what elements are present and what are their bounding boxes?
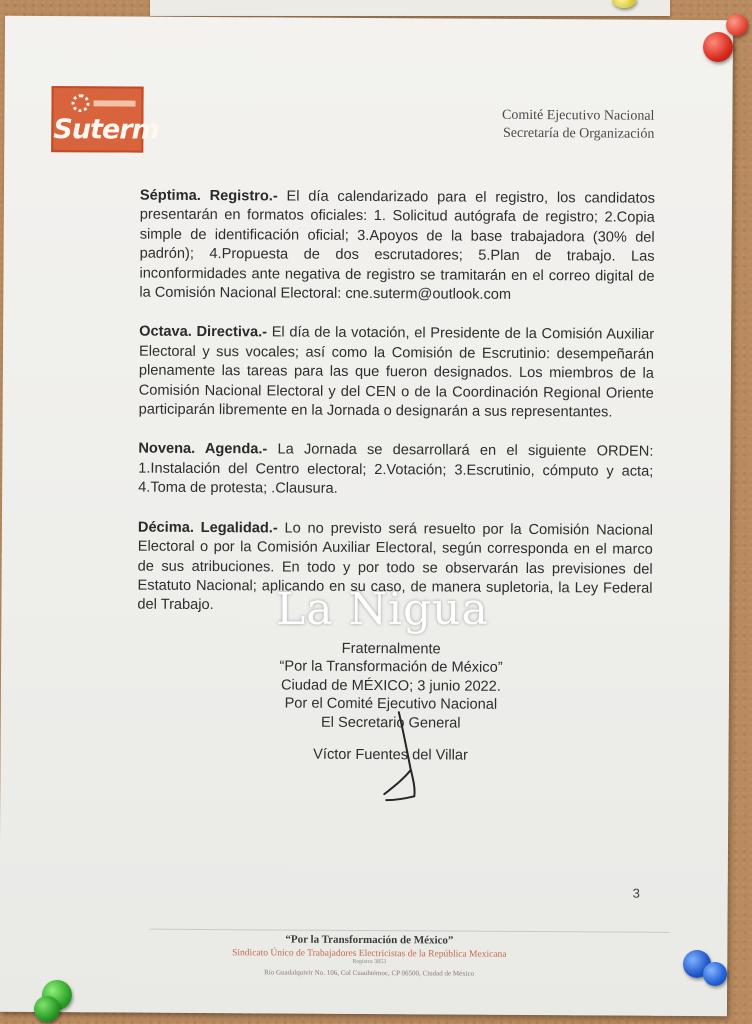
pushpin-icon — [703, 962, 727, 986]
clause-text: El día calendarizado para el registro, los candidatos presentarán en formatos oficiales: 1. Solicitud autógrafa de registro; 2.Copia simple de identificación oficial; 3.Apoyos de la base trabajadora (30% del padrón); 4.Propuesta de dos escrutadores; 5.Plan de trabajo. Las inconformidades ante negativa de registro se tramitarán en el correo digital de la Comisión Nacional Electoral: cne.suterm@outlook.com — [139, 188, 655, 303]
watermark: La Nigua — [276, 584, 489, 635]
on-behalf: Por el Comité Ejecutivo Nacional — [284, 695, 498, 714]
document-page — [0, 16, 733, 1016]
clause-text: La Jornada se desarrollará en el siguiente ORDEN: 1.Instalación del Centro electoral; 2.Votación; 3.Escrutinio, cómputo y acta; 4.Toma de protesta; .Clausura. — [138, 441, 654, 498]
salutation: Fraternalmente — [341, 640, 441, 658]
gear-icon — [71, 94, 89, 112]
footer-registry: Registro 3853 — [352, 958, 387, 966]
logo-wordmark: Suterm — [53, 114, 159, 146]
suterm-logo — [51, 86, 159, 153]
committee-name: Comité Ejecutivo Nacional — [501, 107, 655, 124]
letterhead-footer — [189, 933, 549, 978]
logo-stripe — [93, 100, 135, 106]
secretariat-name: Secretaría de Organización — [502, 125, 655, 142]
closing-motto: “Por la Transformación de México” — [279, 658, 503, 677]
letterhead-header — [502, 107, 655, 144]
clause-octava — [139, 323, 655, 423]
clause-septima — [139, 187, 655, 307]
document-body — [137, 187, 655, 639]
clause-title: Novena. Agenda.- — [138, 441, 268, 458]
footer-address: Río Guadalquivir No. 106, Col Cuauhtémoc, CP 06500, Ciudad de México — [264, 968, 475, 978]
footer-organization: Sindicato Único de Trabajadores Electricistas de la República Mexicana — [232, 948, 507, 960]
background-sheet — [150, 0, 670, 16]
signatory-role: El Secretario General — [320, 714, 461, 732]
place-date: Ciudad de MÉXICO; 3 junio 2022. — [280, 677, 501, 695]
handwritten-signature — [380, 708, 431, 808]
clause-title: Décima. Legalidad.- — [137, 519, 278, 537]
clause-text: El día de la votación, el Presidente de la Comisión Auxiliar Electoral y sus vocales; así como la Comisión de Escrutinio: desempeñarán plenamente las tareas para las que fueron designados. Los miembros de la Comisión Nacional Electoral y del CEN o de la Coordinación Regional Oriente participarán libremente en la Jornada o designarán a sus representantes. — [138, 324, 655, 421]
page-number: 3 — [632, 885, 640, 901]
clause-title: Séptima. Registro.- — [139, 187, 278, 205]
clause-title: Octava. Directiva.- — [139, 324, 268, 341]
footer-motto: “Por la Transformación de México” — [285, 933, 454, 947]
pushpin-icon — [726, 14, 748, 36]
clause-text: Lo no previsto será resuelto por la Comisión Nacional Electoral o por la Comisión Auxiliar Electoral, según corresponda en el marco de sus atribuciones. En todo y por todo se observarán las previsiones del Estatuto Nacional; aplicando en su caso, de manera supletoria, la Ley Federal del Trabajo. — [137, 520, 653, 614]
signatory-name: Víctor Fuentes del Villar — [313, 746, 468, 764]
pushpin-icon — [34, 996, 60, 1022]
clause-novena — [138, 440, 653, 501]
pushpin-icon — [703, 32, 733, 62]
